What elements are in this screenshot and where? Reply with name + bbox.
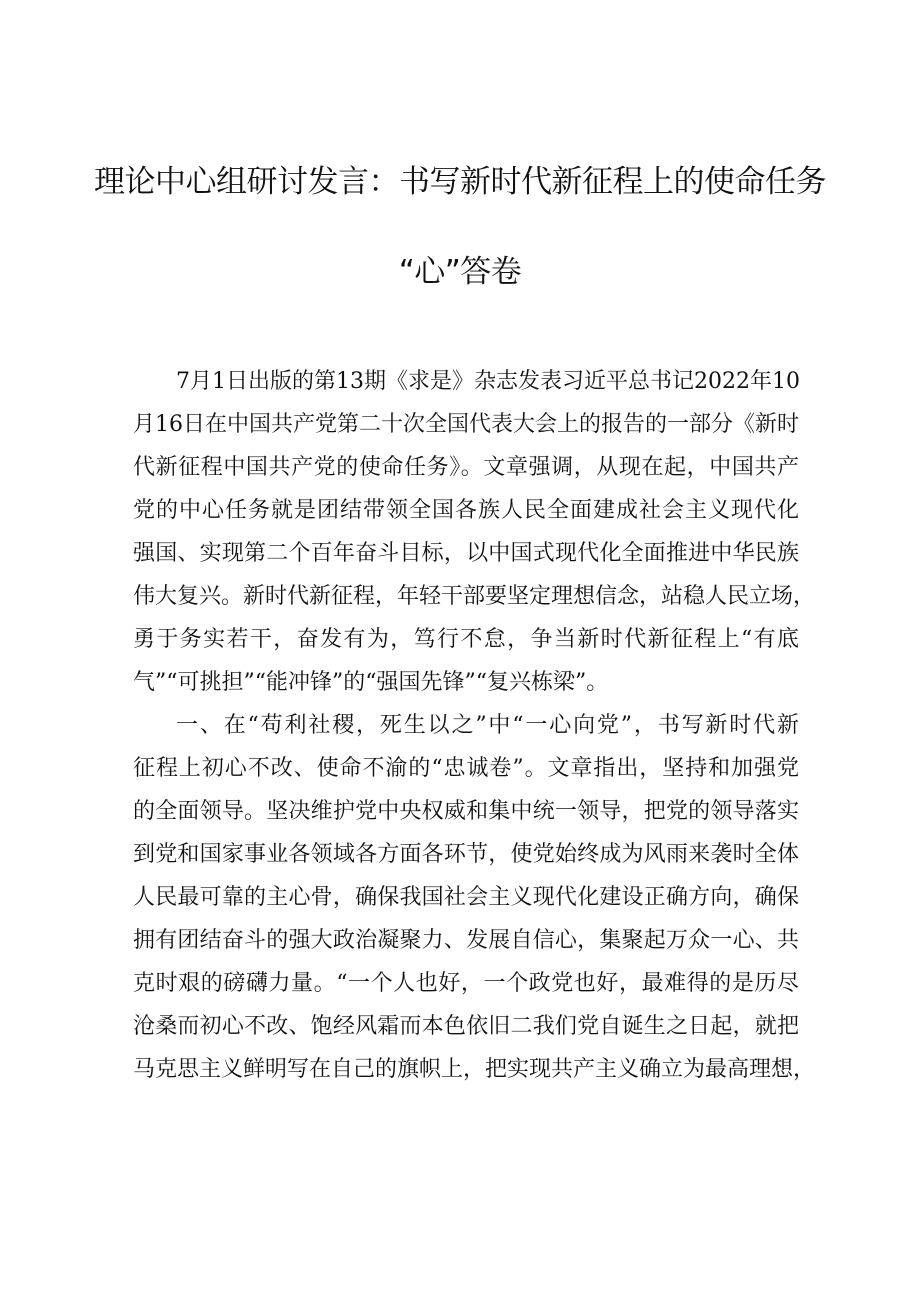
- paragraph-line: 一、在“苟利社稷，死生以之”中“一心向党”，书写新时代新: [176, 713, 799, 738]
- paragraph-line: 勇于务实若干，奋发有为，笃行不怠，争当新时代新征程上“有底: [133, 627, 799, 652]
- paragraph-line: 征程上初心不改、使命不渝的“忠诚卷”。文章指出，坚持和加强党: [133, 756, 799, 781]
- paragraph-line: 沧桑而初心不改、饱经风霜而本色依旧二我们党自诞生之日起，就把: [133, 1014, 799, 1039]
- paragraph-line: 强国、实现第二个百年奋斗目标，以中国式现代化全面推进中华民族: [133, 541, 799, 566]
- paragraph-line: 克时艰的磅礴力量。“一个人也好，一个政党也好，最难得的是历尽: [133, 971, 799, 996]
- document-title-line-2: “心”答卷: [398, 254, 522, 290]
- paragraph-line: 的全面领导。坚决维护党中央权威和集中统一领导，把党的领导落实: [133, 799, 799, 824]
- paragraph-line: 伟大复兴。新时代新征程，年轻干部要坚定理想信念，站稳人民立场，: [133, 584, 816, 609]
- paragraph-line: 马克思主义鲜明写在自己的旗帜上，把实现共产主义确立为最高理想，: [133, 1057, 816, 1082]
- paragraph-line: 党的中心任务就是团结带领全国各族人民全面建成社会主义现代化: [133, 498, 799, 523]
- paragraph-line: 7月1日出版的第13期《求是》杂志发表习近平总书记2022年10: [176, 369, 800, 394]
- paragraph-line: 代新征程中国共产党的使命任务》。文章强调，从现在起，中国共产: [133, 455, 799, 480]
- paragraph-line: 人民最可靠的主心骨，确保我国社会主义现代化建设正确方向，确保: [133, 885, 799, 910]
- document-title-line-1: 理论中心组研讨发言：书写新时代新征程上的使命任务: [94, 164, 826, 200]
- paragraph-line: 气”“可挑担”“能冲锋”的“强国先锋”“复兴栋梁”。: [133, 670, 609, 695]
- paragraph-line: 月16日在中国共产党第二十次全国代表大会上的报告的一部分《新时: [133, 412, 799, 437]
- paragraph-line: 拥有团结奋斗的强大政治凝聚力、发展自信心，集聚起万众一心、共: [133, 928, 799, 953]
- paragraph-line: 到党和国家事业各领域各方面各环节，使党始终成为风雨来袭时全体: [133, 842, 799, 867]
